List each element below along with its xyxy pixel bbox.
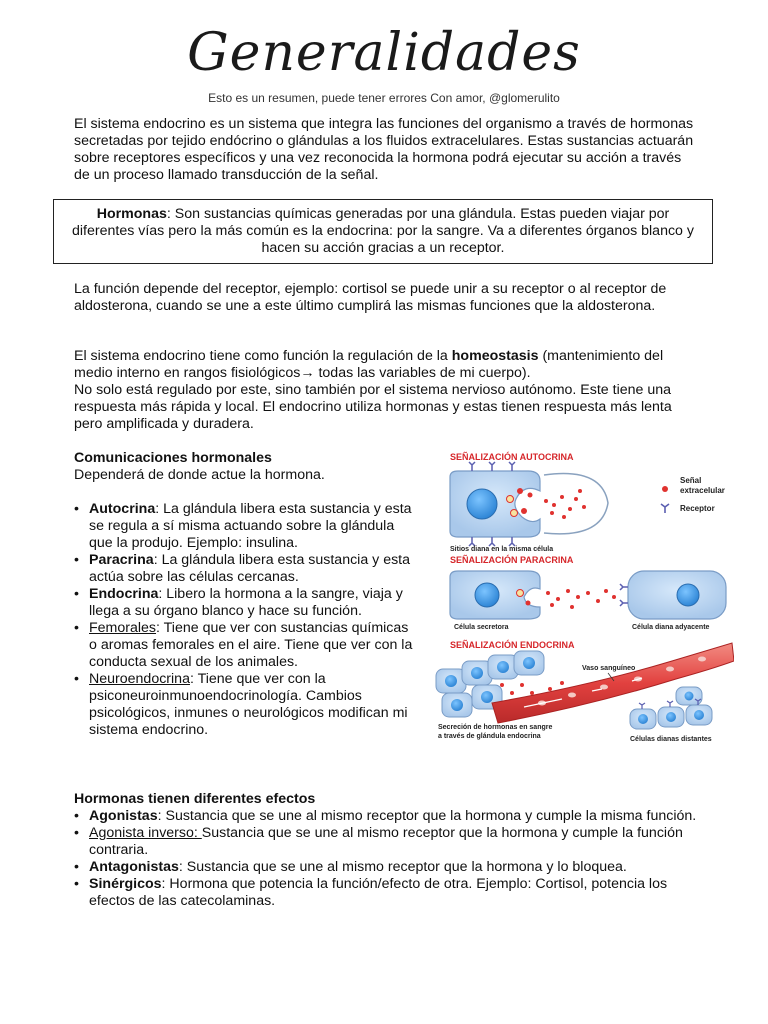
comunicaciones-heading: Comunicaciones hormonales	[74, 450, 272, 466]
legend-signal-1: Señal	[680, 476, 702, 485]
homeostasis-paragraph	[74, 348, 700, 433]
autocrine-cell	[450, 471, 608, 537]
item-text: : La glándula libera esta sustancia y esta actúa sobre las células cercanas.	[89, 552, 411, 585]
distant-target-cells	[630, 687, 712, 729]
hormonas-text: : Son sustancias químicas generadas por una glándula. Estas pueden viajar por diferentes vías pero la más común es la endocrina: por la sangre. Va a diferentes órganos blanco y hacen su acción gracias a un receptor.	[72, 206, 694, 256]
item-term: Paracrina	[89, 552, 154, 568]
item-text: : La glándula libera esta sustancia y esta se regula a sí misma actuando sobre la glándula que la produjo. Ejemplo: insulina.	[89, 501, 412, 551]
item-term: Antagonistas	[89, 859, 179, 875]
page-subtitle: Esto es un resumen, puede tener errores Con amor, @glomerulito	[208, 91, 560, 105]
comunicaciones-list	[74, 501, 414, 739]
list-item	[74, 671, 414, 739]
intro-paragraph: El sistema endocrino es un sistema que integra las funciones del organismo a través de hormonas secretadas por tejido endócrino o glándulas a los fluidos extracelulares. Estas sustancias actuarán sobre receptores específicos y una vez reconocida la hormona podrá ejecutar su acción a través de un proceso llamado transducción de la señal.	[74, 116, 694, 183]
item-term: Autocrina	[89, 501, 156, 517]
signal-legend-dot	[662, 486, 668, 492]
item-text: : Libero la hormona a la sangre, viaja y llega a su órgano blanco y hace su función.	[89, 586, 403, 619]
vessel-label: Vaso sanguíneo	[582, 665, 636, 672]
list-item	[74, 825, 714, 859]
efectos-heading: Hormonas tienen diferentes efectos	[74, 791, 316, 807]
item-text: : Tiene que ver con sustancias químicas o aromas femorales en el aire. Tiene que ver con la conducta sexual de los animales.	[89, 620, 413, 670]
item-text: : Hormona que potencia la función/efecto de otra. Ejemplo: Cortisol, potencia los efectos de las catecolaminas.	[89, 876, 668, 909]
paracrina-caption-left: Célula secretora	[454, 624, 509, 631]
item-term: Endocrina	[89, 586, 159, 602]
item-term: Sinérgicos	[89, 876, 162, 892]
hormonas-term: Hormonas	[96, 206, 167, 222]
paracrina-title: SEÑALIZACIÓN PARACRINA	[450, 555, 574, 565]
homeostasis-before: El sistema endocrino tiene como función la regulación de la	[74, 348, 452, 364]
item-term: Agonistas	[89, 808, 158, 824]
list-item	[74, 859, 714, 876]
item-text: : Sustancia que se une al mismo receptor que la hormona y lo bloquea.	[178, 859, 627, 875]
legend-receptor: Receptor	[680, 504, 715, 513]
list-item	[74, 552, 414, 586]
hormonas-definition-box	[53, 199, 713, 264]
endocrina-caption-2: a través de glándula endocrina	[438, 733, 541, 740]
item-text: Sustancia que se une al mismo receptor que la hormona y cumple la función contraria.	[89, 825, 683, 858]
item-term: Femorales	[89, 620, 157, 636]
item-term: Neuroendocrina	[89, 671, 190, 687]
endocrina-caption-right: Células dianas distantes	[630, 736, 712, 743]
list-item	[74, 876, 714, 910]
comunicaciones-intro: Dependerá de donde actue la hormona.	[74, 467, 325, 483]
autocrina-title: SEÑALIZACIÓN AUTOCRINA	[450, 452, 574, 462]
autocrina-caption: Sitios diana en la misma célula	[450, 546, 554, 553]
receptor-legend-icon	[661, 504, 669, 513]
homeostasis-line2: No solo está regulado por este, sino también por el sistema nervioso autónomo. Este tiene una respuesta más rápida y local. El endocrino utiliza hormonas y estas tienen respuesta más lenta pero amplificada y duradera.	[74, 382, 672, 432]
list-item	[74, 586, 414, 620]
signaling-figure	[432, 447, 734, 743]
homeostasis-after: (mantenimiento del medio interno en rangos fisiológicos→ todas las variables de mi cuerpo).	[74, 348, 664, 381]
legend-signal-2: extracelular	[680, 486, 725, 495]
item-text: : Tiene que ver con la psiconeuroinmunoendocrinología. Cambios psicológicos, inmunes o neurológicos modifican mi sistema endocrino.	[89, 671, 408, 738]
paracrine-secretory-cell	[450, 571, 540, 619]
efectos-list	[74, 808, 714, 910]
list-item	[74, 501, 414, 552]
homeostasis-bold: homeostasis	[451, 348, 539, 364]
endocrina-caption-1: Secreción de hormonas en sangre	[438, 724, 553, 731]
page-title: Generalidades	[187, 23, 581, 83]
paracrine-target-cell	[620, 571, 726, 619]
list-item	[74, 620, 414, 671]
item-text: : Sustancia que se une al mismo receptor que la hormona y cumple la misma función.	[157, 808, 697, 824]
list-item	[74, 808, 714, 825]
paracrina-caption-right: Célula diana adyacente	[632, 624, 710, 631]
item-term: Agonista inverso:	[89, 825, 202, 841]
endocrina-title: SEÑALIZACIÓN ENDOCRINA	[450, 640, 575, 650]
receptor-paragraph: La función depende del receptor, ejemplo: cortisol se puede unir a su receptor o al receptor de aldosterona, cuando se une a este último cumplirá las mismas funciones que la aldosterona.	[74, 281, 667, 314]
